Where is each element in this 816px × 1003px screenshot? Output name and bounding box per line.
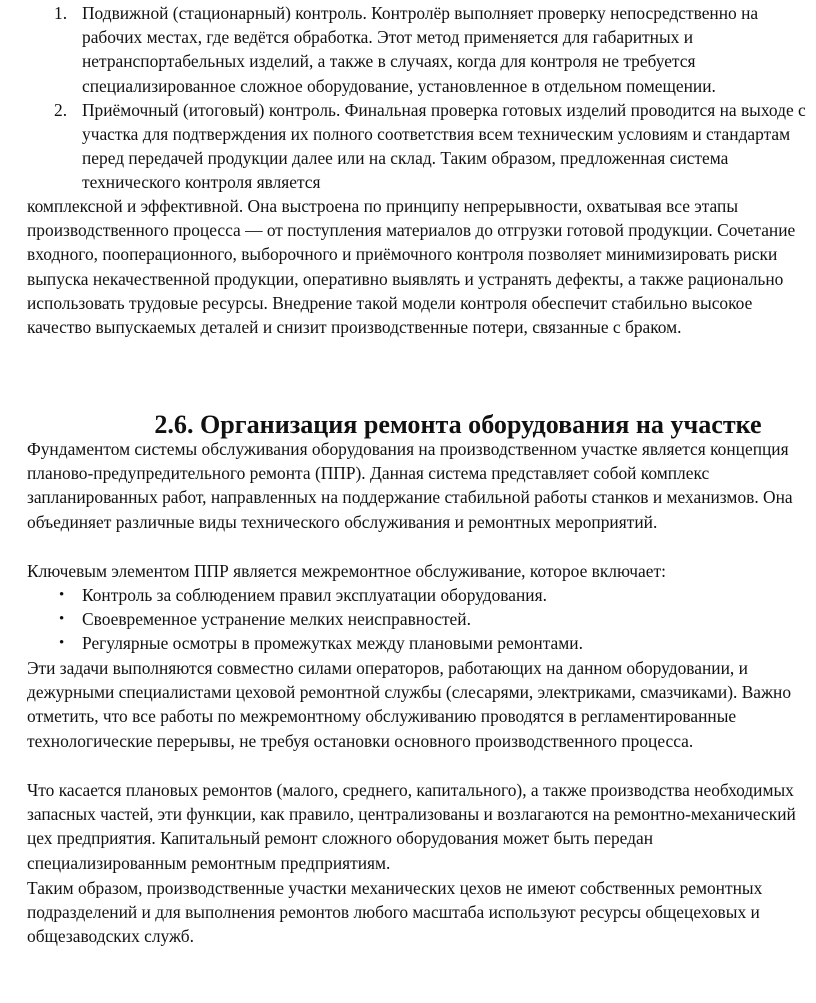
list-number: 2.: [54, 99, 68, 120]
bullet-list-item: [59, 631, 802, 655]
bullet-list: [59, 583, 802, 656]
bullet-list-item: [59, 583, 802, 607]
paragraph-ppr-intro: Фундаментом системы обслуживания оборудования на производственном участке является концепция планово-предупредительного ремонта (ППР). Данная система представляет собой комплекс запланированных работ, направленных на поддержание стабильной работы станков и механизмов. Она объединяет различные виды технического обслуживания и ремонтных мероприятий.: [27, 439, 793, 532]
list-item-text: Подвижной (стационарный) контроль. Контролёр выполняет проверку непосредственно на рабочих местах, где ведётся обработка. Этот метод применяется для габаритных и нетранспортабельных изделий, а также в случаях, когда для контроля не требуется специализированное сложное оборудование, установленное в отдельном помещении.: [82, 3, 759, 96]
bullet-icon: •: [59, 635, 65, 652]
paragraph-operators: Эти задачи выполняются совместно силами операторов, работающих на данном оборудовании, и дежурными специалистами цеховой ремонтной службы (слесарями, электриками, смазчиками). Важно отметить, что все работы по межремонтному обслуживанию проводятся в регламентированные технологические перерывы, не требуя остановки основного производственного процесса.: [27, 658, 792, 751]
continuation-paragraph: комплексной и эффективной. Она выстроена по принципу непрерывности, охватывая все этапы производственного процесса — от поступления материалов до отгрузки готовой продукции. Сочетание входного, пооперационного, выборочного и приёмочного контроля позволяет минимизировать риски выпуска некачественной продукции, оперативно выявлять и устранять дефекты, а также рационально использовать трудовые ресурсы. Внедрение такой модели контроля обеспечит стабильно высокое качество выпускаемых деталей и снизит производственные потери, связанные с браком.: [27, 196, 796, 338]
bullet-list-item: [59, 607, 802, 631]
numbered-list: [54, 1, 812, 195]
numbered-list-item: [54, 98, 812, 195]
paragraph-maintenance-intro: Ключевым элементом ППР является межремонтное обслуживание, которое включает:: [27, 561, 666, 581]
bullet-text: Контроль за соблюдением правил эксплуатации оборудования.: [82, 585, 547, 605]
section-heading: 2.6. Организация ремонта оборудования на участке: [154, 410, 762, 439]
paragraph-planned-repairs: Что касается плановых ремонтов (малого, среднего, капитального), а также производства необходимых запасных частей, эти функции, как правило, централизованы и возлагаются на ремонтно-механический цех предприятия. Капитальный ремонт сложного оборудования может быть передан специализированным ремонтным предприятиям.: [27, 780, 796, 873]
numbered-list-item: [54, 1, 812, 98]
list-item-text: Приёмочный (итоговый) контроль. Финальная проверка готовых изделий проводится на выходе с участка для подтверждения их полного соответствия всем техническим условиям и стандартам перед передачей продукции далее или на склад. Таким образом, предложенная система технического контроля является: [82, 99, 806, 193]
list-number: 1.: [54, 3, 68, 23]
bullet-text: Регулярные осмотры в промежутках между плановыми ремонтами.: [82, 633, 583, 654]
bullet-text: Своевременное устранение мелких неисправностей.: [82, 609, 471, 630]
bullet-icon: •: [59, 587, 65, 603]
paragraph-conclusion: Таким образом, производственные участки механических цехов не имеют собственных ремонтных подразделений и для выполнения ремонтов любого масштаба используют ресурсы общецеховых и общезаводских служб.: [27, 878, 763, 947]
bullet-icon: •: [59, 611, 65, 628]
